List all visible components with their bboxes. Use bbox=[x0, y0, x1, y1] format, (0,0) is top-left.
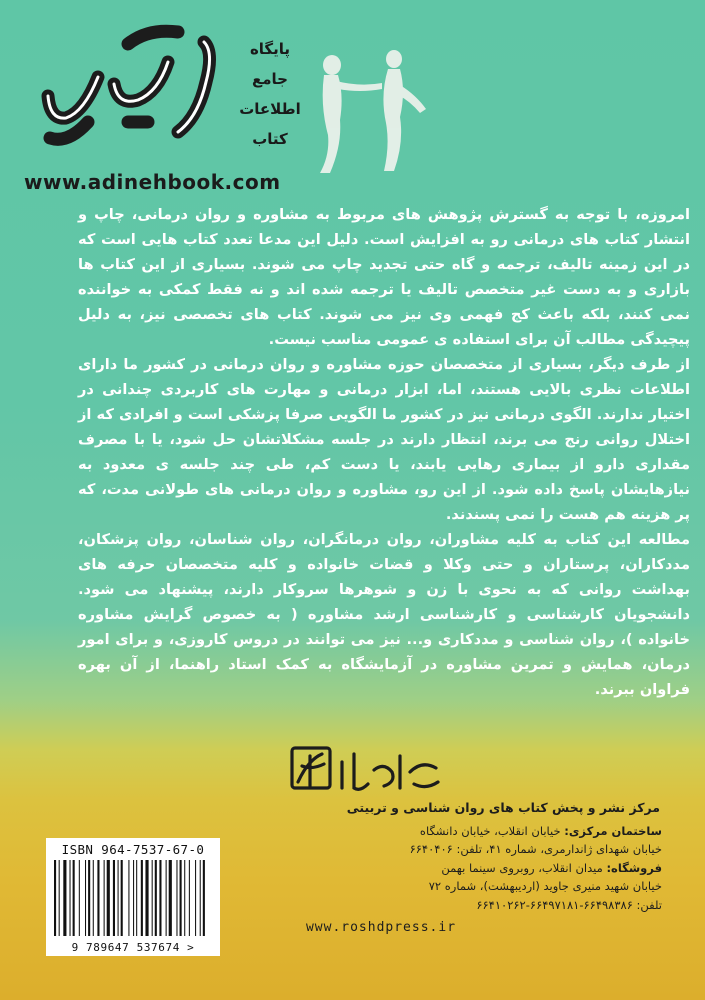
hq-address-line-2: خیابان شهدای ژاندارمری، شماره ۴۱، تلفن: ۶۶۴۰۴۰۶ bbox=[409, 842, 662, 857]
barcode-bar bbox=[159, 860, 161, 936]
barcode-bar bbox=[169, 860, 172, 936]
isbn-barcode bbox=[46, 838, 220, 956]
store-address-line-2: خیابان شهید منیری جاوید (اردیبهشت)، شماره ۷۲ bbox=[428, 879, 662, 894]
hq-address-1: خیابان انقلاب، خیابان دانشگاه bbox=[419, 824, 561, 838]
barcode-bar bbox=[155, 860, 157, 936]
barcode-bar bbox=[176, 860, 177, 936]
barcode-bar bbox=[79, 860, 80, 936]
adinehbook-logo bbox=[28, 22, 228, 162]
barcode-bar bbox=[141, 860, 143, 936]
barcode-bar bbox=[88, 860, 90, 936]
barcode-bar bbox=[152, 860, 153, 936]
barcode-bar bbox=[107, 860, 110, 936]
publisher-logo bbox=[288, 742, 442, 798]
barcode-bar bbox=[128, 860, 129, 936]
barcode-bars bbox=[52, 860, 214, 936]
barcode-bar bbox=[133, 860, 134, 936]
hq-address-line bbox=[232, 822, 662, 840]
barcode-bar bbox=[59, 860, 60, 936]
barcode-bar bbox=[73, 860, 75, 936]
description-paragraph: مطالعه این کتاب به کلیه مشاوران، روان درمانگران، روان شناسان، روان پزشکان، مددکاران، پرستاران و حتی وکلا و قضات خانواده و کلیه متخصصان حرفه های بهداشت روانی که به نحوی با زن و شوهرها سروکار دارند، پیشنهاد می شود. دانشجویان کارشناسی و کارشناسی ارشد مشاوره ( به خصوص گرایش مشاوره خانواده )، روان شناسی و مددکاری و... نیز می توانند در دروس کاروزی، و برای امور درمان، همایش و تمرین مشاوره در آزمایشگاه به کمک استاد راهنما، از آن بهره فراوان ببرند. bbox=[78, 531, 690, 698]
barcode-bar bbox=[184, 860, 185, 936]
hq-label: ساختمان مرکزی: bbox=[564, 824, 662, 838]
barcode-digits: 9 789647 537674 > bbox=[71, 941, 195, 954]
description-paragraph: امروزه، با توجه به گسترش پژوهش های مربوط به مشاوره و روان درمانی، چاپ و انتشار کتاب های درمانی رو به افزایش است. دلیل این مدعا تعدد کتاب هایی است که در این زمینه تالیف، ترجمه و گاه حتی تجدید چاپ می شوند. بسیاری از این کتاب ها بازاری و به دست غیر متخصص تالیف یا ترجمه شده اند و نه فقط کمکی به خواننده نمی کنند، بلکه باعث کج فهمی وی نیز می شوند. کتاب های تخصصی نیز، به دلیل پیچیدگی مطالب آن برای استفاده ی عمومی مناسب نیست. bbox=[78, 206, 690, 348]
barcode-bar bbox=[104, 860, 105, 936]
barcode-bar bbox=[145, 860, 148, 936]
barcode-bar bbox=[63, 860, 66, 936]
barcode-bar bbox=[121, 860, 123, 936]
barcode-bar bbox=[195, 860, 196, 936]
brand-word: پایگاه bbox=[249, 40, 291, 58]
barcode-bar bbox=[166, 860, 167, 936]
publisher-tagline: مرکز نشر و پخش کتاب های روان شناسی و تربیتی bbox=[346, 800, 660, 815]
publisher-website: www.roshdpress.ir bbox=[305, 920, 457, 935]
barcode-bar bbox=[54, 860, 56, 936]
barcode-bar bbox=[93, 860, 94, 936]
store-address-line bbox=[232, 859, 662, 877]
store-address-1: میدان انقلاب، روبروی سینما بهمن bbox=[441, 860, 603, 875]
barcode-bar bbox=[70, 860, 71, 936]
barcode-bar bbox=[85, 860, 86, 936]
barcode-bar bbox=[189, 860, 190, 936]
barcode-bar bbox=[180, 860, 182, 936]
barcode-bar bbox=[113, 860, 115, 936]
dancers-illustration bbox=[290, 25, 430, 175]
brand-word: اطلاعات bbox=[239, 100, 301, 118]
brand-word: کتاب bbox=[252, 130, 288, 148]
book-description bbox=[78, 202, 690, 702]
store-label: فروشگاه: bbox=[606, 860, 662, 875]
barcode-bar bbox=[136, 860, 137, 936]
source-url: www.adinehbook.com bbox=[24, 170, 281, 194]
store-phone: تلفن: ۶۶۴۹۸۳۸۶-۶۶۴۹۷۱۸۱-۶۶۴۱۰۲۶۲ bbox=[476, 897, 662, 912]
description-paragraph: از طرف دیگر، بسیاری از متخصصان حوزه مشاوره و روان درمانی در کشور ما دارای اطلاعات نظری بالایی هستند، اما، ابزار درمانی و مهارت های کاربردی چندانی در اختیار ندارند. الگوی درمانی نیز در کشور ما الگویی صرفا پزشکی است و افرادی که از اختلال روانی رنج می برند، انتظار دارند در جلسه مشکلاتشان حل شود، یا با مصرف مقداری دارو از بیماری رهایی یابند، یا دست کم، طی چند جلسه ی معدود به نیازهایشان پاسخ داده شود. از این رو، مشاوره و روان درمانی های طولانی مدت، که پر هزینه هم هست را نمی پسندند. bbox=[78, 356, 690, 523]
barcode-bar bbox=[118, 860, 119, 936]
barcode-bar bbox=[97, 860, 99, 936]
isbn-number: ISBN 964-7537-67-0 bbox=[61, 842, 205, 857]
barcode-bar bbox=[203, 860, 205, 936]
barcode-bar bbox=[200, 860, 201, 936]
brand-word: جامع bbox=[252, 70, 288, 88]
publisher-address bbox=[232, 822, 662, 914]
